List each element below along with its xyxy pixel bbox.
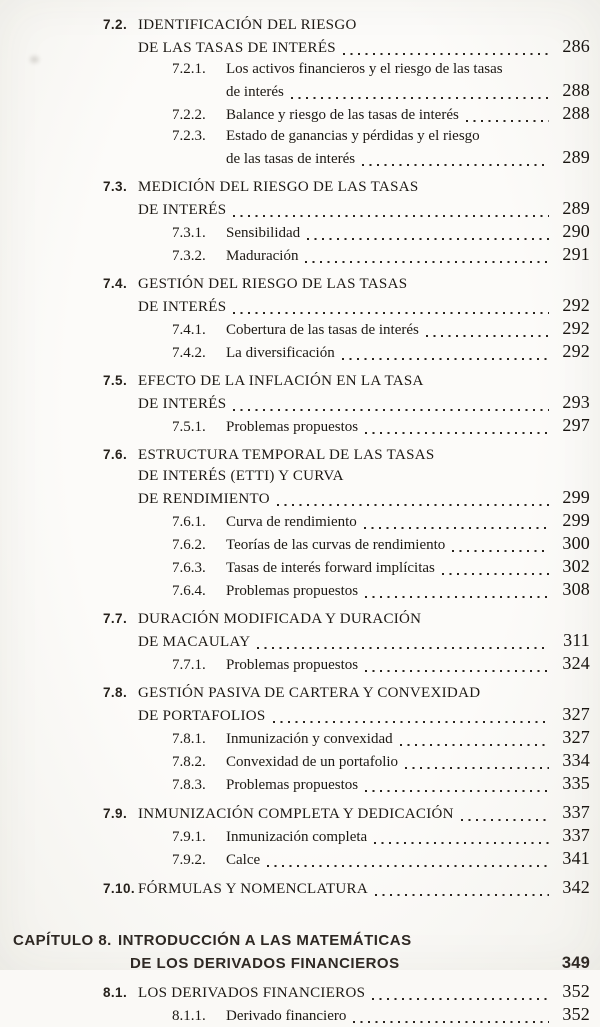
page-number: 342	[562, 877, 590, 897]
toc-entry-line	[0, 147, 590, 170]
toc-entry-line	[0, 1004, 590, 1027]
toc-entry-title: Sensibilidad	[226, 225, 301, 241]
toc-entry-line	[0, 466, 590, 487]
dot-leader	[400, 744, 549, 746]
toc-entry-title: DE INTERÉS	[138, 396, 227, 412]
toc-entry-title: de las tasas de interés	[226, 151, 356, 167]
toc-entry-number: 7.2.2.	[172, 107, 206, 123]
toc-entry-title: Inmunización y convexidad	[226, 731, 393, 747]
toc-entry-number: 7.7.1.	[172, 657, 206, 673]
toc-entry-number: 8.1.1.	[172, 1008, 206, 1024]
toc-entry-line	[0, 825, 590, 848]
toc-entry-line	[0, 682, 590, 704]
dot-leader	[362, 164, 549, 166]
chapter-page-number: 349	[561, 954, 590, 972]
toc-entry-number: 7.4.1.	[172, 322, 206, 338]
toc-entry-number: 7.8.	[103, 685, 128, 700]
toc-entry-number: 7.3.1.	[172, 225, 206, 241]
chapter-heading-line	[0, 952, 590, 975]
toc-entry-line	[0, 126, 590, 147]
toc-entry-title: de interés	[226, 84, 284, 100]
toc-entry-title: Teorías de las curvas de rendimiento	[226, 537, 446, 553]
page-number: 290	[562, 221, 590, 241]
toc-entry-line	[0, 510, 590, 533]
chapter-title-line: DE LOS DERIVADOS FINANCIEROS	[130, 955, 400, 972]
toc-entry-line	[0, 244, 590, 267]
page-number: 327	[562, 727, 590, 747]
toc-entry-title: LOS DERIVADOS FINANCIEROS	[138, 985, 366, 1001]
page-number: 327	[562, 704, 590, 724]
toc-entry-number: 7.9.	[103, 806, 128, 821]
toc-entry-number: 7.6.3.	[172, 560, 206, 576]
toc-entry-title: IDENTIFICACIÓN DEL RIESGO	[138, 17, 357, 33]
toc-entry-title: Problemas propuestos	[226, 583, 359, 599]
page-number: 288	[562, 103, 590, 123]
toc-entry-title: Estado de ganancias y pérdidas y el riesgo	[226, 128, 480, 144]
toc-entry-number: 8.1.	[103, 985, 128, 1000]
toc-entry-line	[0, 341, 590, 364]
dot-leader	[343, 53, 549, 55]
dot-leader	[426, 335, 549, 337]
toc-entry-number: 7.9.1.	[172, 829, 206, 845]
dot-leader	[233, 215, 549, 217]
toc-entry-line	[0, 630, 590, 653]
dot-leader	[233, 409, 549, 411]
chapter-title-line: INTRODUCCIÓN A LAS MATEMÁTICAS	[118, 932, 412, 949]
page-number: 292	[562, 295, 590, 315]
toc-entry-title: DE INTERÉS (ETTI) Y CURVA	[138, 468, 344, 484]
page-number: 308	[562, 579, 590, 599]
page-number: 293	[562, 392, 590, 412]
toc-entry-line	[0, 704, 590, 727]
toc-entry-number: 7.2.3.	[172, 128, 206, 144]
toc-entry-line	[0, 848, 590, 871]
dot-leader	[365, 670, 549, 672]
toc-entry-title: FÓRMULAS Y NOMENCLATURA	[138, 881, 368, 897]
toc-entry-line	[0, 773, 590, 796]
toc-entry-number: 7.4.2.	[172, 345, 206, 361]
chapter-label: CAPÍTULO 8.	[13, 932, 112, 949]
toc-entry-title: DURACIÓN MODIFICADA Y DURACIÓN	[138, 611, 422, 627]
page-number: 289	[562, 198, 590, 218]
toc-entry-title: Calce	[226, 852, 261, 868]
toc-entry-title: Maduración	[226, 248, 299, 264]
toc-entry-title: EFECTO DE LA INFLACIÓN EN LA TASA	[138, 373, 424, 389]
toc-entry-title: DE LAS TASAS DE INTERÉS	[138, 40, 336, 56]
dot-leader	[364, 527, 549, 529]
toc-entry-line	[0, 103, 590, 126]
toc-entry-line	[0, 487, 590, 510]
toc-entry-line	[0, 608, 590, 630]
chapter-heading-line	[0, 930, 590, 952]
dot-leader	[461, 819, 549, 821]
toc-entry-number: 7.6.1.	[172, 514, 206, 530]
toc-entry-title: Inmunización completa	[226, 829, 368, 845]
scan-artifact	[30, 56, 39, 63]
toc-entry-title: La diversificación	[226, 345, 335, 361]
page-number: 335	[562, 773, 590, 793]
toc-entry-title: Problemas propuestos	[226, 777, 359, 793]
toc-entry-title: ESTRUCTURA TEMPORAL DE LAS TASAS	[138, 447, 435, 463]
dot-leader	[375, 894, 549, 896]
toc-entry-number: 7.8.3.	[172, 777, 206, 793]
toc-entry-number: 7.3.2.	[172, 248, 206, 264]
dot-leader	[267, 865, 549, 867]
toc-entry-line	[0, 14, 590, 36]
dot-leader	[365, 790, 549, 792]
dot-leader	[442, 573, 549, 575]
page-number: 324	[562, 653, 590, 673]
toc-entry-line	[0, 392, 590, 415]
toc-entry-title: GESTIÓN PASIVA DE CARTERA Y CONVEXIDAD	[138, 685, 481, 701]
toc-entry-line	[0, 415, 590, 438]
toc-entry-line	[0, 198, 590, 221]
dot-leader	[342, 358, 549, 360]
toc-entry-title: Cobertura de las tasas de interés	[226, 322, 419, 338]
toc-entry-line	[0, 727, 590, 750]
toc-entry-title: Problemas propuestos	[226, 419, 359, 435]
toc-entry-line	[0, 444, 590, 466]
toc-entry-number: 7.9.2.	[172, 852, 206, 868]
toc-entry-line	[0, 533, 590, 556]
toc-entry-title: Tasas de interés forward implícitas	[226, 560, 435, 576]
toc-entry-line	[0, 36, 590, 59]
page-number: 299	[562, 510, 590, 530]
page-number: 297	[562, 415, 590, 435]
toc-entry-number: 7.3.	[103, 179, 128, 194]
dot-leader	[273, 721, 549, 723]
toc-entry-number: 7.6.	[103, 447, 128, 462]
toc-entry-line	[0, 80, 590, 103]
toc-entry-line	[0, 981, 590, 1004]
toc-entry-number: 7.5.	[103, 373, 128, 388]
toc-entry-line	[0, 556, 590, 579]
dot-leader	[372, 998, 549, 1000]
dot-leader	[365, 432, 549, 434]
toc-entry-title: DE MACAULAY	[138, 634, 251, 650]
toc-entry-title: Curva de rendimiento	[226, 514, 357, 530]
toc-entry-title: Problemas propuestos	[226, 657, 359, 673]
toc-entry-line	[0, 176, 590, 198]
toc-entry-number: 7.10.	[103, 881, 136, 896]
dot-leader	[291, 97, 549, 99]
toc-entry-line	[0, 877, 590, 900]
page-number: 289	[562, 147, 590, 167]
dot-leader	[233, 312, 549, 314]
toc-entry-number: 7.8.1.	[172, 731, 206, 747]
page-number: 299	[562, 487, 590, 507]
dot-leader	[277, 504, 549, 506]
toc-entry-number: 7.2.1.	[172, 61, 206, 77]
toc-entry-number: 7.6.2.	[172, 537, 206, 553]
toc-entry-line	[0, 370, 590, 392]
page-number: 337	[562, 802, 590, 822]
page-number: 288	[562, 80, 590, 100]
page-number: 311	[563, 630, 590, 650]
toc-entry-title: DE INTERÉS	[138, 299, 227, 315]
toc-entry-number: 7.5.1.	[172, 419, 206, 435]
page-number: 292	[562, 341, 590, 361]
toc-entry-number: 7.7.	[103, 611, 128, 626]
page-number: 352	[562, 981, 590, 1001]
page-number: 292	[562, 318, 590, 338]
dot-leader	[452, 550, 549, 552]
toc-entry-number: 7.6.4.	[172, 583, 206, 599]
toc-entry-title: MEDICIÓN DEL RIESGO DE LAS TASAS	[138, 179, 419, 195]
toc-entry-title: Derivado financiero	[226, 1008, 347, 1024]
page-number: 352	[562, 1004, 590, 1024]
toc-entry-title: DE RENDIMIENTO	[138, 491, 270, 507]
toc-entry-title: DE INTERÉS	[138, 202, 227, 218]
toc-entry-title: Balance y riesgo de las tasas de interés	[226, 107, 459, 123]
page-number: 302	[562, 556, 590, 576]
page-number: 337	[562, 825, 590, 845]
page-number: 341	[562, 848, 590, 868]
dot-leader	[466, 120, 549, 122]
toc-entry-line	[0, 295, 590, 318]
toc-entry-line	[0, 221, 590, 244]
page-number: 300	[562, 533, 590, 553]
toc-entry-number: 7.2.	[103, 17, 128, 32]
toc-entry-title: DE PORTAFOLIOS	[138, 708, 266, 724]
toc-entry-line	[0, 653, 590, 676]
toc-entry-number: 7.4.	[103, 276, 128, 291]
dot-leader	[305, 261, 549, 263]
dot-leader	[257, 647, 549, 649]
dot-leader	[365, 596, 549, 598]
toc-entry-title: GESTIÓN DEL RIESGO DE LAS TASAS	[138, 276, 408, 292]
toc-entry-line	[0, 59, 590, 80]
toc-entry-number: 7.8.2.	[172, 754, 206, 770]
toc-entry-title: Los activos financieros y el riesgo de las tasas	[226, 61, 503, 77]
page-number: 286	[562, 36, 590, 56]
toc-entry-line	[0, 273, 590, 295]
dot-leader	[307, 238, 549, 240]
page-number: 291	[562, 244, 590, 264]
dot-leader	[374, 842, 549, 844]
toc-entry-line	[0, 802, 590, 825]
toc-entry-title: Convexidad de un portafolio	[226, 754, 399, 770]
page-number: 334	[562, 750, 590, 770]
dot-leader	[405, 767, 549, 769]
toc-entry-line	[0, 579, 590, 602]
toc-entry-line	[0, 750, 590, 773]
dot-leader	[353, 1021, 549, 1023]
toc-entry-line	[0, 318, 590, 341]
toc-entry-title: INMUNIZACIÓN COMPLETA Y DEDICACIÓN	[138, 806, 454, 822]
